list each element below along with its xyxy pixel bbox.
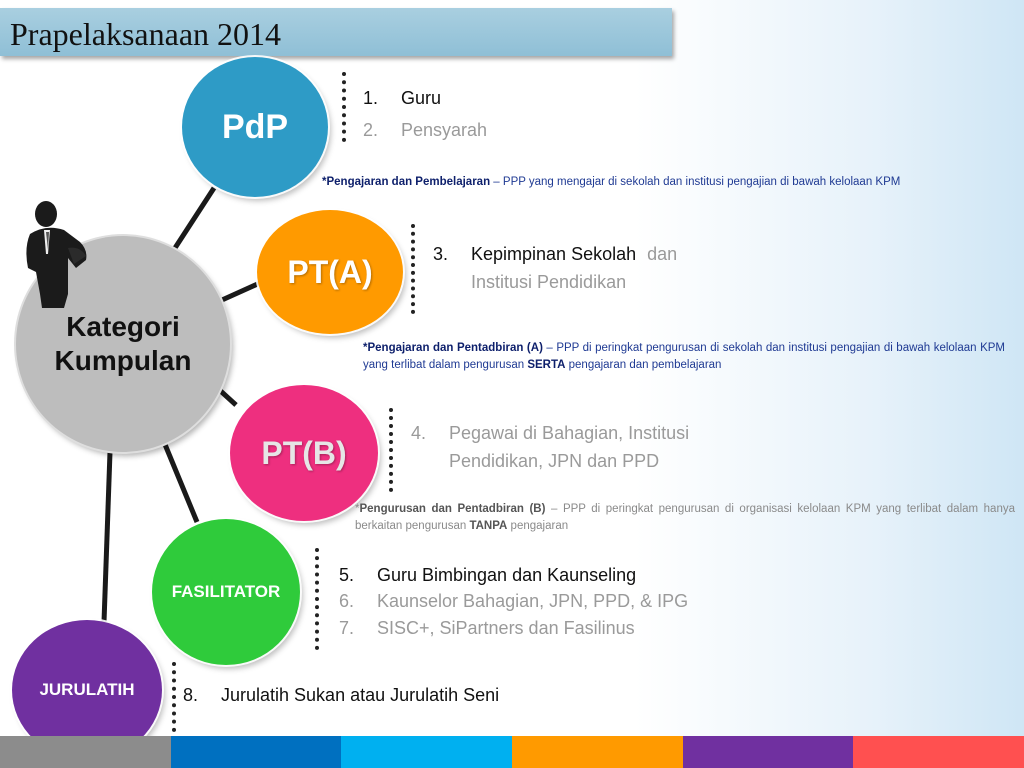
list-item-8-text: Jurulatih Sukan atau Jurulatih Seni (221, 685, 500, 705)
bottom-bar-segment-6 (853, 736, 1024, 768)
list-item-8 (183, 685, 499, 706)
note-pdp-title: *Pengajaran dan Pembelajaran (322, 176, 491, 188)
dotted-divider-fasilitator (315, 548, 319, 650)
list-item-4-text: Pegawai di Bahagian, Institusi (449, 423, 690, 443)
node-pdp (182, 57, 328, 197)
node-pt-b-label: PT(B) (261, 434, 347, 471)
note-pdp (322, 174, 982, 191)
list-item-3 (433, 244, 677, 265)
connector-pta (222, 282, 262, 300)
center-label-line2: Kumpulan (54, 345, 192, 376)
node-fasilitator-label: FASILITATOR (171, 582, 281, 601)
list-item-7-text: SISC+, SiPartners dan Fasilinus (377, 618, 635, 638)
list-item-6-text: Kaunselor Bahagian, JPN, PPD, & IPG (377, 591, 689, 611)
list-item-5 (339, 565, 636, 586)
connector-pdp (175, 188, 214, 248)
note-pt-b-title: Pengurusan dan Pentadbiran (B) (359, 503, 546, 515)
list-item-3-suffix: dan (647, 244, 678, 264)
businessman-icon (24, 198, 94, 310)
bottom-bar-segment-3 (341, 736, 512, 768)
page-title: Prapelaksanaan 2014 (10, 16, 282, 52)
note-pdp-text: – PPP yang mengajar di sekolah dan institusi pengajian di bawah kelolaan KPM (490, 176, 901, 188)
dotted-divider-pta (411, 224, 415, 314)
list-item-6-number: 6. (339, 591, 355, 611)
list-item-2-text: Pensyarah (401, 120, 488, 140)
dotted-divider-jurulatih (172, 662, 176, 732)
bottom-bar-segment-4 (512, 736, 683, 768)
note-pt-a-title: *Pengajaran dan Pentadbiran (A) (363, 342, 543, 354)
list-item-7-number: 7. (339, 618, 355, 638)
list-item-4-line2: Pendidikan, JPN dan PPD (449, 451, 660, 471)
bottom-bar-segment-2 (171, 736, 342, 768)
note-pt-b (355, 501, 1015, 535)
node-pt-a (257, 210, 403, 334)
bottom-color-bar (0, 736, 1024, 768)
connector-jurulatih (104, 452, 110, 622)
connector-fasilitator (164, 442, 197, 522)
node-pt-a-label: PT(A) (287, 253, 373, 290)
list-item-2 (363, 120, 487, 141)
note-pt-a-text2: pengajaran dan pembelajaran (565, 359, 722, 371)
node-jurulatih-label: JURULATIH (39, 680, 135, 699)
list-item-8-number: 8. (183, 685, 199, 705)
note-pt-b-text: – PPP di peringkat pengurusan di organisasi kelolaan KPM yang terlibat dalam hanya berkaitan pengurusan (355, 503, 1015, 532)
bottom-bar-segment-5 (683, 736, 854, 768)
list-item-3-number: 3. (433, 244, 449, 264)
node-fasilitator (152, 519, 300, 665)
note-pt-a-text: – PPP di peringkat pengurusan di sekolah dan institusi pengajian di bawah kelolaan KPM yang terlibat dalam pengurusan (363, 342, 1005, 371)
note-pt-a-emphasis: SERTA (527, 359, 566, 371)
dotted-divider-ptb (389, 408, 393, 492)
list-item-5-number: 5. (339, 565, 355, 585)
note-pt-a (363, 340, 1005, 374)
list-item-4-number: 4. (411, 423, 427, 443)
node-pdp-label: PdP (221, 107, 289, 146)
center-label-line1: Kategori (66, 311, 180, 342)
list-item-4 (411, 423, 689, 444)
list-item-1-number: 1. (363, 88, 379, 108)
dotted-divider-pdp (342, 72, 346, 142)
list-item-1-text: Guru (401, 88, 442, 108)
list-item-3-text: Kepimpinan Sekolah (471, 244, 637, 264)
list-item-2-number: 2. (363, 120, 379, 140)
bottom-bar-segment-1 (0, 736, 171, 768)
list-item-1 (363, 88, 441, 109)
note-pt-b-prefix: * (355, 503, 360, 515)
list-item-5-text: Guru Bimbingan dan Kaunseling (377, 565, 637, 585)
note-pt-b-emphasis: TANPA (469, 520, 508, 532)
list-item-7 (339, 618, 635, 639)
list-item-6 (339, 591, 688, 612)
list-item-3-line2: Institusi Pendidikan (471, 272, 627, 292)
note-pt-b-text2: pengajaran (507, 520, 569, 532)
